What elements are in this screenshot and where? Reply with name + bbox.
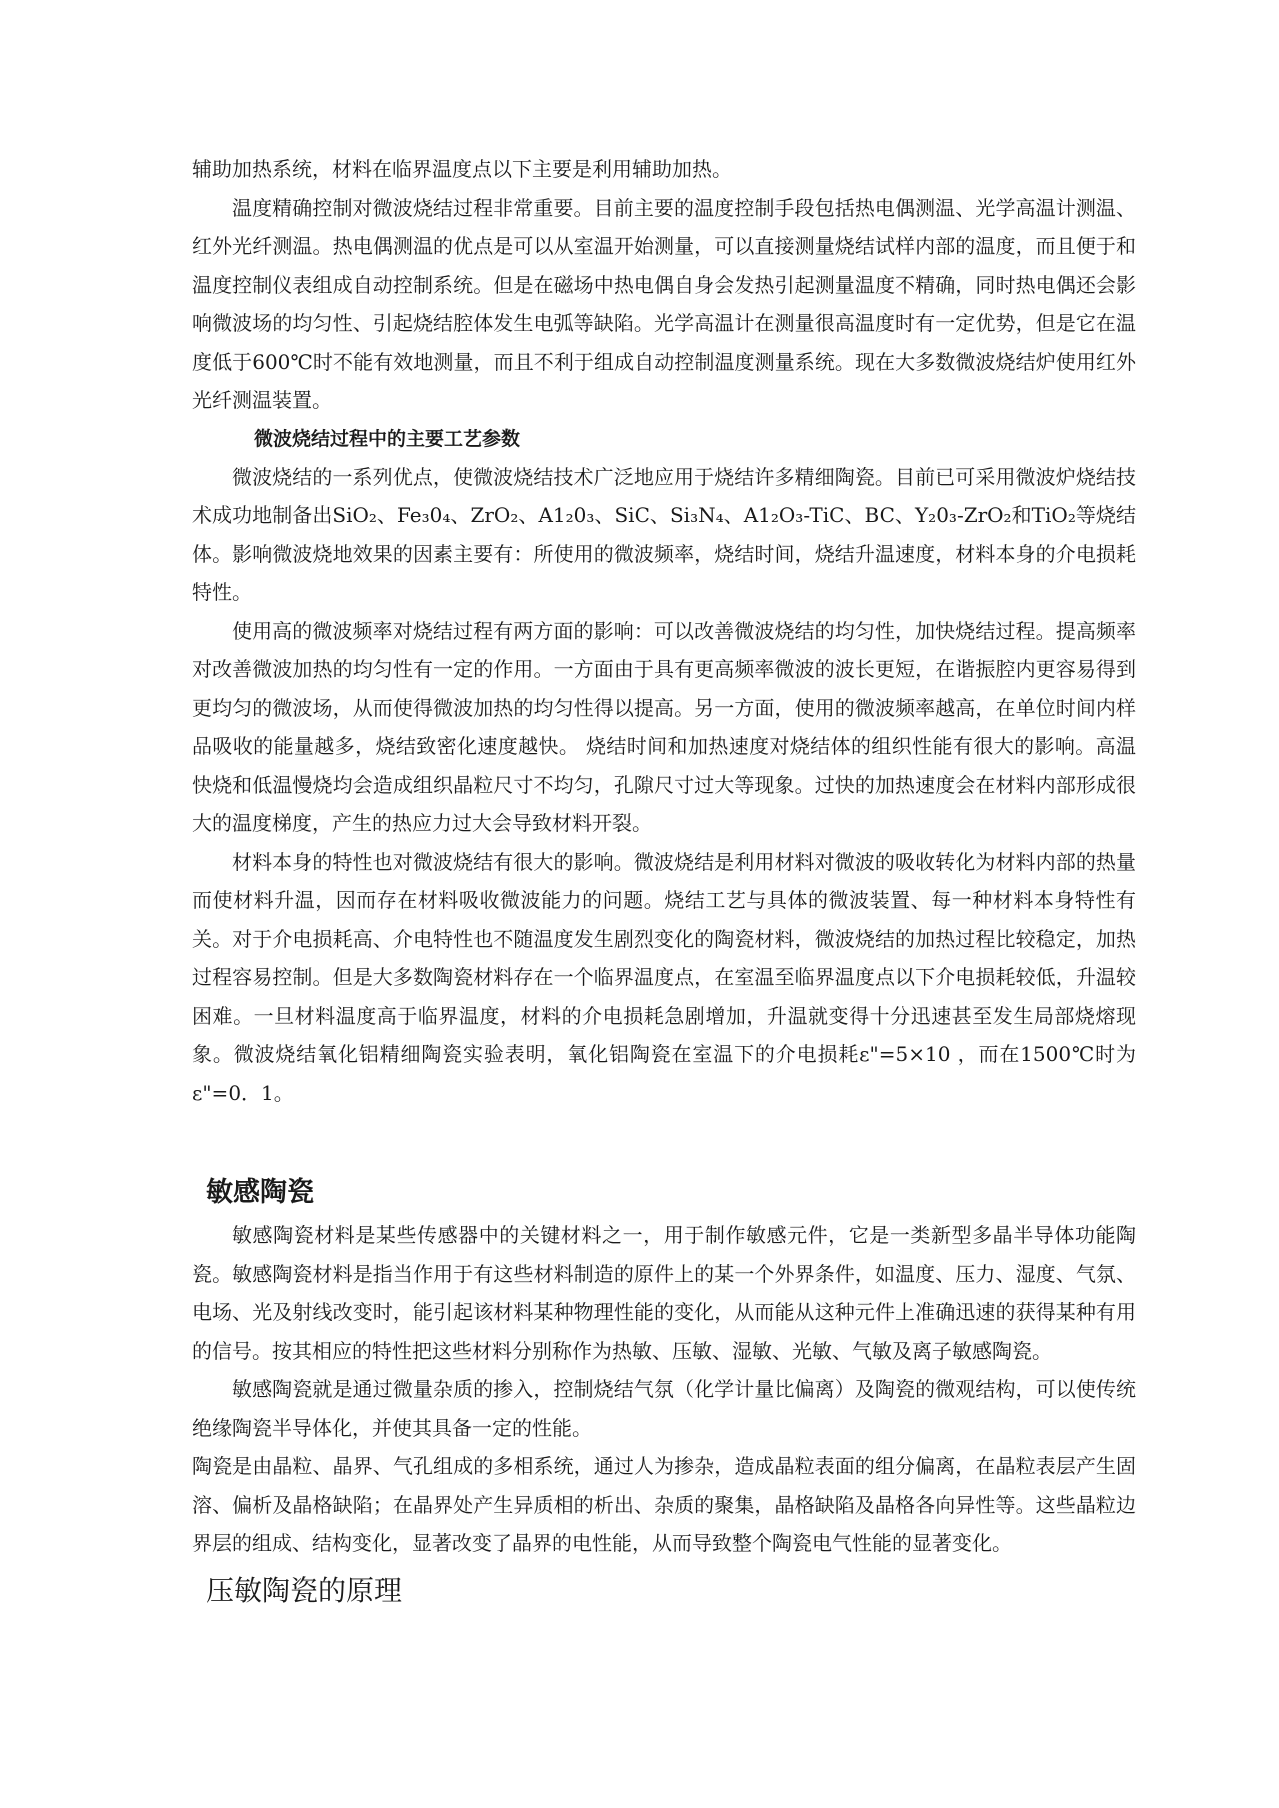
paragraph-microwave-frequency: 使用高的微波频率对烧结过程有两方面的影响：可以改善微波烧结的均匀性，加快烧结过程。提高频率对改善微波加热的均匀性有一定的作用。一方面由于具有更高频率微波的波长更短，在谐振腔内更容易得到更均匀的微波场，从而使得微波加热的均匀性得以提高。另一方面，使用的微波频率越高，在单位时间内样品吸收的能量越多，烧结致密化速度越快。 烧结时间和加热速度对烧结体的组织性能有很大的影响。高温快烧和低温慢烧均会造成组织晶粒尺寸不均匀，孔隙尺寸过大等现象。过快的加热速度会在材料内部形成很大的温度梯度，产生的热应力过大会导致材料开裂。 [192,618,1136,835]
paragraph-sensitive-ceramics-doping: 敏感陶瓷就是通过微量杂质的掺入，控制烧结气氛（化学计量比偏离）及陶瓷的微观结构，可以使传统绝缘陶瓷半导体化，并使其具备一定的性能。 [192,1377,1136,1440]
paragraph-auxiliary-heating: 辅助加热系统，材料在临界温度点以下主要是利用辅助加热。 [192,157,732,181]
paragraph-ceramic-multiphase-system: 陶瓷是由晶粒、晶界、气孔组成的多相系统，通过人为掺杂，造成晶粒表面的组分偏离，在晶粒表层产生固溶、偏析及晶格缺陷；在晶界处产生异质相的析出、杂质的聚集，晶格缺陷及晶格各向异性等。这些晶粒边界层的组成、结构变化，显著改变了晶界的电性能，从而导致整个陶瓷电气性能的显著变化。 [192,1454,1136,1555]
section-heading-sensitive-ceramics: 敏感陶瓷 [206,1177,314,1208]
paragraph-material-properties: 材料本身的特性也对微波烧结有很大的影响。微波烧结是利用材料对微波的吸收转化为材料内部的热量而使材料升温，因而存在材料吸收微波能力的问题。烧结工艺与具体的微波装置、每一种材料本身特性有关。对于介电损耗高、介电特性也不随温度发生剧烈变化的陶瓷材料，微波烧结的加热过程比较稳定，加热过程容易控制。但是大多数陶瓷材料存在一个临界温度点，在室温至临界温度点以下介电损耗较低，升温较困难。一旦材料温度高于临界温度，材料的介电损耗急剧增加，升温就变得十分迅速甚至发生局部烧熔现象。微波烧结氧化铝精细陶瓷实验表明，氧化铝陶瓷在室温下的介电损耗ε"=5×10 ，而在1500℃时为ε"=0．1。 [192,849,1136,1105]
paragraph-temperature-control: 温度精确控制对微波烧结过程非常重要。目前主要的温度控制手段包括热电偶测温、光学高温计测温、红外光纤测温。热电偶测温的优点是可以从室温开始测量，可以直接测量烧结试样内部的温度，而且便于和温度控制仪表组成自动控制系统。但是在磁场中热电偶自身会发热引起测量温度不精确，同时热电偶还会影响微波场的均匀性、引起烧结腔体发生电弧等缺陷。光学高温计在测量很高温度时有一定优势，但是它在温度低于600℃时不能有效地测量，而且不利于组成自动控制温度测量系统。现在大多数微波烧结炉使用红外光纤测温装置。 [192,195,1136,412]
paragraph-sensitive-ceramics-definition: 敏感陶瓷材料是某些传感器中的关键材料之一，用于制作敏感元件，它是一类新型多晶半导体功能陶瓷。敏感陶瓷材料是指当作用于有这些材料制造的原件上的某一个外界条件，如温度、压力、湿度、气氛、电场、光及射线改变时，能引起该材料某种物理性能的变化，从而能从这种元件上准确迅速的获得某种有用的信号。按其相应的特性把这些材料分别称作为热敏、压敏、湿敏、光敏、气敏及离子敏感陶瓷。 [192,1223,1136,1363]
document-page [192,150,1136,1611]
section-heading-varistor-principle: 压敏陶瓷的原理 [206,1573,403,1607]
paragraph-microwave-sintering-advantages: 微波烧结的一系列优点，使微波烧结技术广泛地应用于烧结许多精细陶瓷。目前已可采用微波炉烧结技术成功地制备出SiO₂、Fe₃0₄、ZrO₂、A1₂0₃、SiC、Si₃N₄、A1₂O₃-TiC、BC、Y₂0₃-ZrO₂和TiO₂等烧结体。影响微波烧地效果的因素主要有：所使用的微波频率，烧结时间，烧结升温速度，材料本身的介电损耗特性。 [192,464,1136,604]
subheading-process-parameters: 微波烧结过程中的主要工艺参数 [254,427,521,450]
